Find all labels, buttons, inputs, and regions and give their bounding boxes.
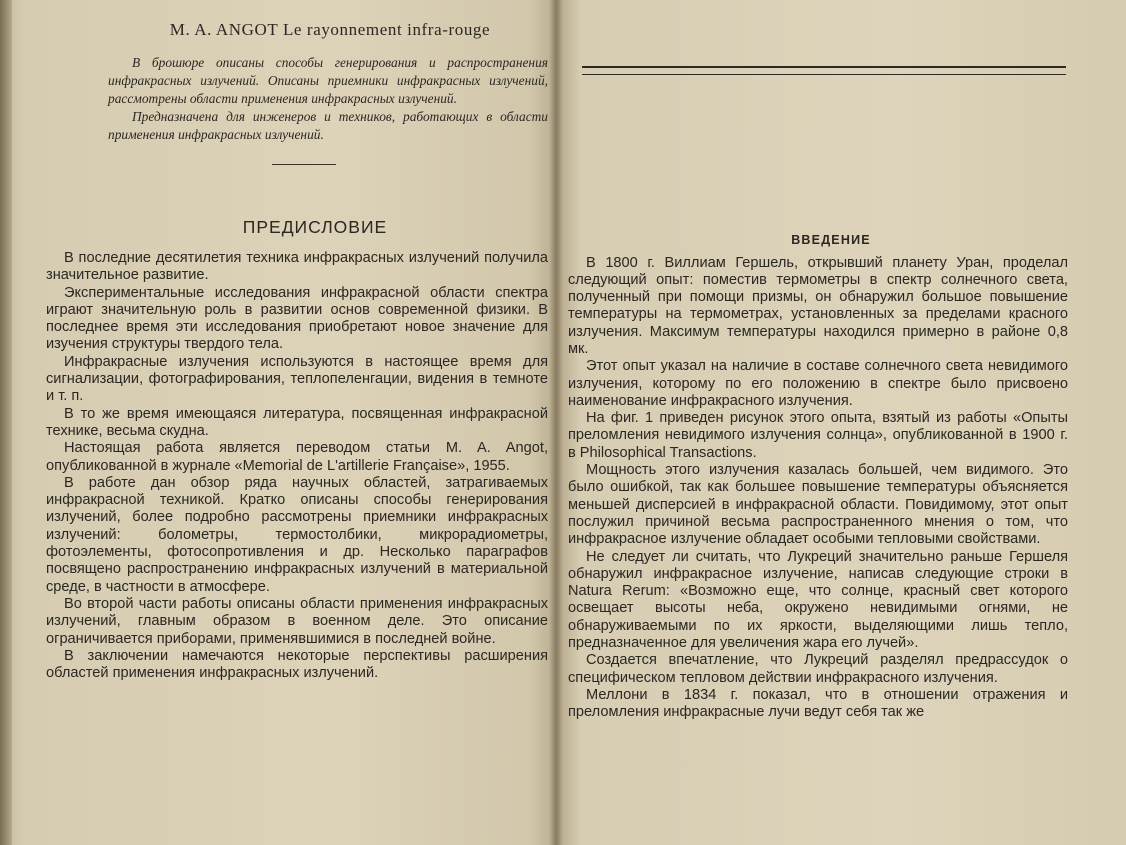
section-title-introduction: ВВЕДЕНИЕ [791, 232, 871, 247]
introduction-body [568, 255, 1068, 722]
paragraph: Настоящая работа является переводом статьи M. A. Angot, опубликованной в журнале «Memorial de L'artillerie Française», 1955. [46, 440, 548, 474]
left-page [0, 0, 558, 845]
annotation-paragraph: Предназначена для инженеров и техников, работающих в области применения инфракрасных излучений. [108, 109, 548, 142]
annotation-paragraph: В брошюре описаны способы генерирования и распространения инфракрасных излучений. Описаны приемники инфракрасных излучений, рассмотрены области применения инфракрасных излучений. [108, 55, 548, 106]
paragraph: Инфракрасные излучения используются в настоящее время для сигнализации, фотографирования, теплопеленгации, видения в темноте и т. п. [46, 353, 548, 405]
paragraph: Этот опыт указал на наличие в составе солнечного света невидимого излучения, которому по его положению в спектре было присвоено наименование инфракрасного излучения. [568, 358, 1068, 409]
paragraph: Меллони в 1834 г. показал, что в отношении отражения и преломления инфракрасные лучи ведут себя так же [568, 686, 1068, 721]
paragraph: В последние десятилетия техника инфракрасных излучений получила значительное развитие. [46, 250, 548, 284]
annotation [108, 54, 548, 144]
paragraph: В 1800 г. Виллиам Гершель, открывший планету Уран, проделал следующий опыт: поместив термометры в спектр солнечного света, полученный при помощи призмы, он обнаружил большое повышение температуры на термометрах, установленных за пределами красного излучения. Максимум температуры находился примерно в районе 0,8 мк. [568, 254, 1068, 357]
book-edge [0, 0, 12, 845]
book-header: M. A. ANGOT Le rayonnement infra-rouge [169, 20, 491, 39]
left-page-content [46, 16, 548, 682]
double-rule [582, 66, 1066, 75]
paragraph: В работе дан обзор ряда научных областей, затрагиваемых инфракрасной техникой. Кратко описаны способы генерирования излучений, более подробно рассмотрены приемники инфракрасных излучений: болометры, термостолбики, микрорадиометры, фотоэлементы, фотосопротивления и др. Несколько параграфов посвящено распространению инфракрасных излучений в материальной среде, в частности в атмосфере. [46, 474, 548, 595]
paragraph: Не следует ли считать, что Лукреций значительно раньше Гершеля обнаружил инфракрасное излучение, написав следующие строки в Natura Rerum: «Возможно еще, что солнце, красный свет которого освещает высоты неба, окружено невидимыми огнями, не обнаруживаемыми по их яркости, выделяющими лишь тепло, предназначенное для увеличения жара его лучей». [568, 548, 1068, 652]
paragraph: На фиг. 1 приведен рисунок этого опыта, взятый из работы «Опыты преломления невидимого излучения солнца», опубликованной в 1900 г. в Philosophical Transactions. [568, 410, 1068, 461]
right-page-content [568, 66, 1068, 722]
preface-body [46, 250, 548, 682]
paragraph: Экспериментальные исследования инфракрасной области спектра играют значительную роль в развитии основ современной физики. В последнее время эти исследования приобретают новое значение для изучения структуры твердого тела. [46, 284, 548, 353]
divider [272, 164, 336, 165]
paragraph: Создается впечатление, что Лукреций разделял предрассудок о специфическом тепловом действии инфракрасного излучения. [568, 652, 1068, 686]
section-title-preface: ПРЕДИСЛОВИЕ [242, 217, 388, 237]
paragraph: Во второй части работы описаны области применения инфракрасных излучений, главным образом в военном деле. Это описание ограничивается приборами, применявшимися в последней войне. [46, 595, 548, 647]
book-gutter [549, 0, 563, 845]
paragraph: В то же время имеющаяся литература, посвященная инфракрасной технике, весьма скудна. [46, 405, 548, 439]
right-page [558, 0, 1126, 845]
paragraph: Мощность этого излучения казалась большей, чем видимого. Это было ошибкой, так как большее повышение температуры объясняется меньшей дисперсией в инфракрасной области. Повидимому, этот опыт послужил причиной весьма распространенного мнения о том, что инфракрасное излучение обладает особыми тепловыми свойствами. [568, 462, 1068, 548]
paragraph: В заключении намечаются некоторые перспективы расширения областей применения инфракрасных излучений. [46, 647, 548, 682]
